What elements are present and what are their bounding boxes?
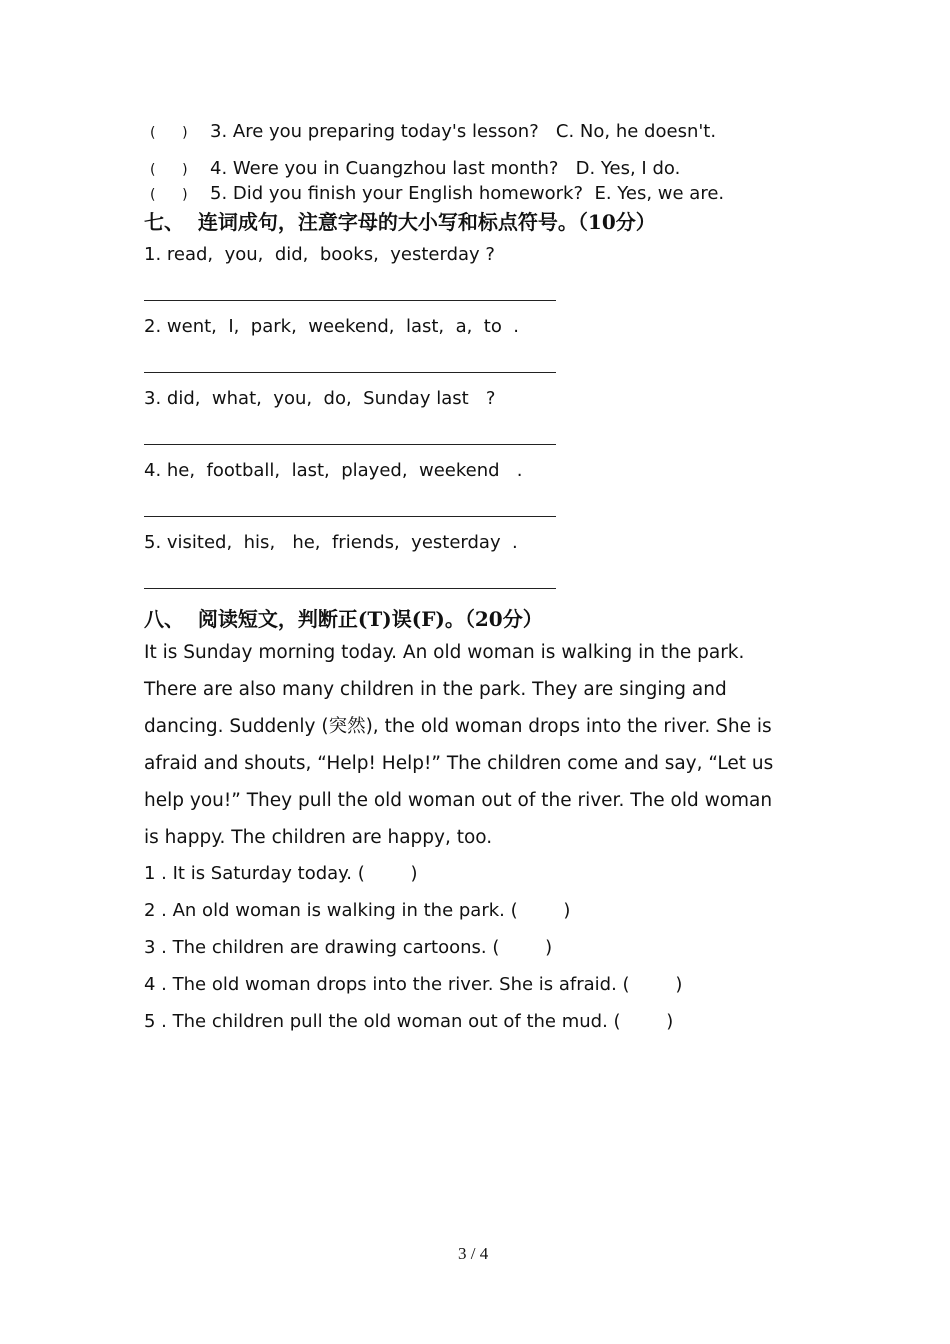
answer-line[interactable] bbox=[144, 444, 556, 445]
answer-line[interactable] bbox=[144, 300, 556, 301]
answer-paren[interactable]: ( ) bbox=[150, 162, 188, 178]
sentence-item: 1. read, you, did, books, yesterday ? bbox=[144, 244, 495, 265]
matching-item: 5. Did you finish your English homework? E. Yes, we are. bbox=[210, 183, 725, 204]
matching-item: 3. Are you preparing today's lesson? C. No, he doesn't. bbox=[210, 121, 717, 142]
passage-line: is happy. The children are happy, too. bbox=[144, 827, 493, 848]
sentence-item: 2. went, I, park, weekend, last, a, to . bbox=[144, 316, 520, 337]
tf-question[interactable]: 1 . It is Saturday today. ( ) bbox=[144, 863, 418, 884]
section-8-title: 八、 阅读短文，判断正(T)误(F)。（20分） bbox=[144, 607, 543, 631]
answer-line[interactable] bbox=[144, 516, 556, 517]
passage-line: dancing. Suddenly (突然), the old woman drops into the river. She is bbox=[144, 716, 772, 737]
section-7-title: 七、 连词成句，注意字母的大小写和标点符号。（10分） bbox=[144, 210, 656, 234]
reading-passage bbox=[144, 634, 814, 856]
sentence-item: 5. visited, his, he, friends, yesterday . bbox=[144, 532, 518, 553]
sentence-item: 4. he, football, last, played, weekend . bbox=[144, 460, 523, 481]
tf-question[interactable]: 2 . An old woman is walking in the park. ( ) bbox=[144, 900, 571, 921]
passage-line: It is Sunday morning today. An old woman is walking in the park. bbox=[144, 642, 745, 663]
tf-question[interactable]: 4 . The old woman drops into the river. She is afraid. ( ) bbox=[144, 974, 683, 995]
sentence-item: 3. did, what, you, do, Sunday last ? bbox=[144, 388, 496, 409]
answer-line[interactable] bbox=[144, 372, 556, 373]
answer-paren[interactable]: ( ) bbox=[150, 187, 188, 203]
answer-line[interactable] bbox=[144, 588, 556, 589]
matching-item: 4. Were you in Cuangzhou last month? D. Yes, I do. bbox=[210, 158, 681, 179]
page-number: 3 / 4 bbox=[458, 1244, 489, 1263]
passage-line: help you!” They pull the old woman out of the river. The old woman bbox=[144, 790, 773, 811]
tf-question[interactable]: 3 . The children are drawing cartoons. ( ) bbox=[144, 937, 553, 958]
answer-paren[interactable]: ( ) bbox=[150, 125, 188, 141]
passage-line: afraid and shouts, “Help! Help!” The children come and say, “Let us bbox=[144, 753, 774, 774]
passage-line: There are also many children in the park. They are singing and bbox=[144, 679, 727, 700]
tf-question[interactable]: 5 . The children pull the old woman out of the mud. ( ) bbox=[144, 1011, 674, 1032]
